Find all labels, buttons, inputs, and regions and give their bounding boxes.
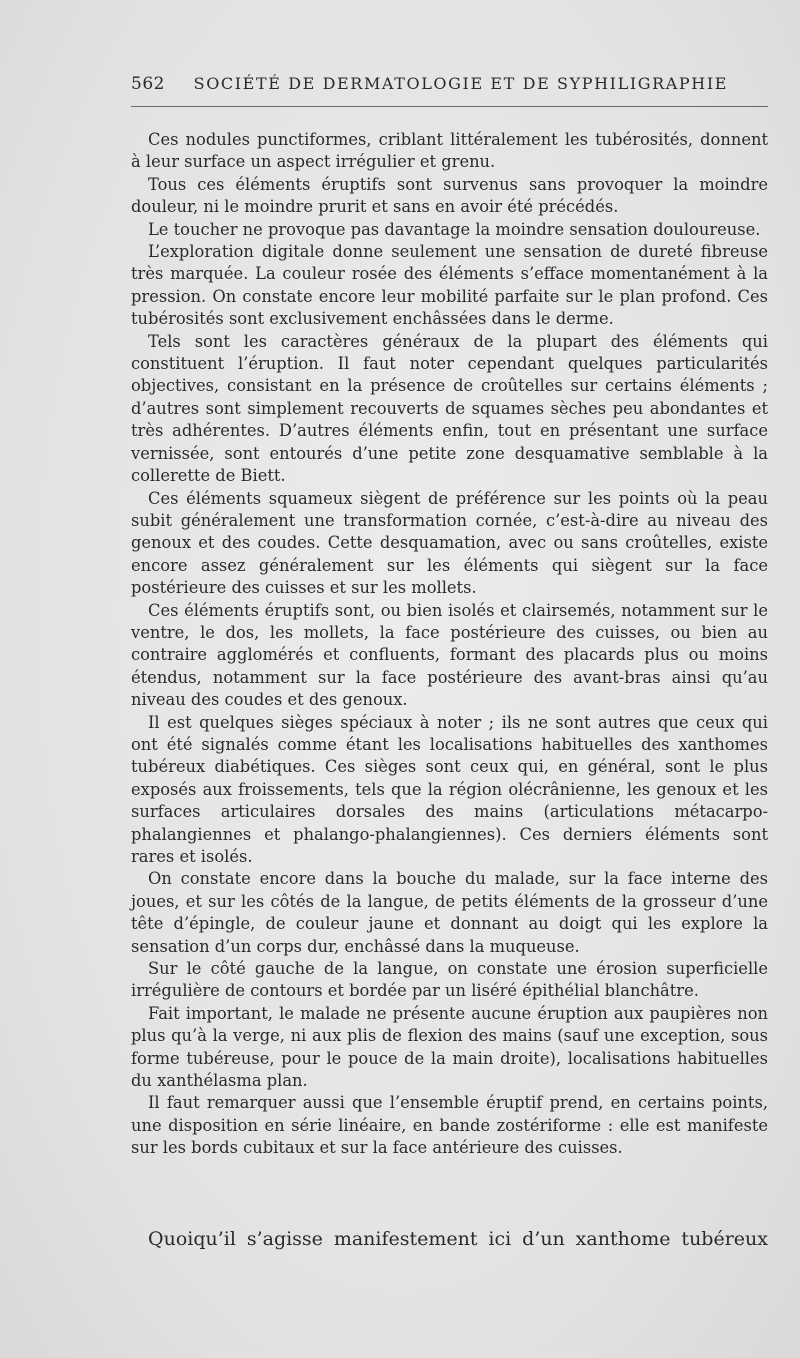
paragraph: Ces éléments éruptifs sont, ou bien isolés et clairsemés, notamment sur le ventre, le dos, les mollets, la face postérieure des cuisses, ou bien au contraire agglomérés et confluents, formant des placards plus ou moins étendus, notamment sur la face postérieure des avant-bras ainsi qu’au niveau des coudes et des genoux.: [131, 600, 768, 710]
header-rule: [131, 106, 768, 107]
continuation-line: Quoiqu’il s’agisse manifestement ici d’un xanthome tubéreux: [148, 1228, 768, 1250]
running-title: SOCIÉTÉ DE DERMATOLOGIE ET DE SYPHILIGRAPHIE: [193, 74, 729, 93]
paragraph: Tels sont les caractères généraux de la plupart des éléments qui constituent l’éruption. Il faut noter cependant quelques particularités objectives, consistant en la présence de croûtelles sur certains éléments ; d’autres sont simplement recouverts de squames sèches peu abondantes et très adhérentes. D’autres éléments enfin, tout en présentant une surface vernissée, sont entourés d’une petite zone desquamative semblable à la collerette de Biett.: [131, 331, 768, 486]
paragraph: Sur le côté gauche de la langue, on constate une érosion superficielle irrégulière de contours et bordée par un liséré épithélial blanchâtre.: [131, 959, 768, 1001]
body-text: [131, 129, 768, 1160]
paragraph: Il faut remarquer aussi que l’ensemble éruptif prend, en certains points, une disposition en série linéaire, en bande zostériforme : elle est manifeste sur les bords cubitaux et sur la face antérieure des cuisses.: [131, 1093, 768, 1158]
paragraph: Il est quelques sièges spéciaux à noter ; ils ne sont autres que ceux qui ont été signalés comme étant les localisations habituelles des xanthomes tubéreux diabétiques. Ces sièges sont ceux qui, en général, sont le plus exposés aux froissements, tels que la région olécrânienne, les genoux et les surfaces articulaires dorsales des mains (articulations métacarpo-phalangiennes et phalango-phalangiennes). Ces derniers éléments sont rares et isolés.: [131, 712, 768, 866]
page-header: [131, 74, 768, 94]
paragraph: L’exploration digitale donne seulement une sensation de dureté fibreuse très marquée. La couleur rosée des éléments s’efface momentanément à la pression. On constate encore leur mobilité parfaite sur le plan profond. Ces tubérosités sont exclusivement enchâssées dans le derme.: [131, 242, 768, 329]
page-number: 562: [131, 74, 165, 94]
paragraph: Ces éléments squameux siègent de préférence sur les points où la peau subit généralement une transformation cornée, c’est-à-dire au niveau des genoux et des coudes. Cette desquamation, avec ou sans croûtelles, existe encore assez généralement sur les éléments qui siègent sur la face postérieure des cuisses et sur les mollets.: [131, 488, 768, 598]
paragraph: On constate encore dans la bouche du malade, sur la face interne des joues, et sur les côtés de la langue, de petits éléments de la grosseur d’une tête d’épingle, de couleur jaune et donnant au doigt qui les explore la sensation d’un corps dur, enchâssé dans la muqueuse.: [131, 869, 768, 956]
paragraph: Le toucher ne provoque pas davantage la moindre sensation douloureuse.: [148, 219, 761, 239]
paragraph: Tous ces éléments éruptifs sont survenus sans provoquer la moindre douleur, ni le moindre prurit et sans en avoir été précédés.: [131, 174, 768, 217]
paragraph: Ces nodules punctiformes, criblant littéralement les tubérosités, donnent à leur surface un aspect irrégulier et grenu.: [131, 130, 768, 172]
paragraph: Fait important, le malade ne présente aucune éruption aux paupières non plus qu’à la verge, ni aux plis de flexion des mains (sauf une exception, sous forme tubéreuse, pour le pouce de la main droite), localisations habituelles du xanthélasma plan.: [131, 1003, 768, 1091]
